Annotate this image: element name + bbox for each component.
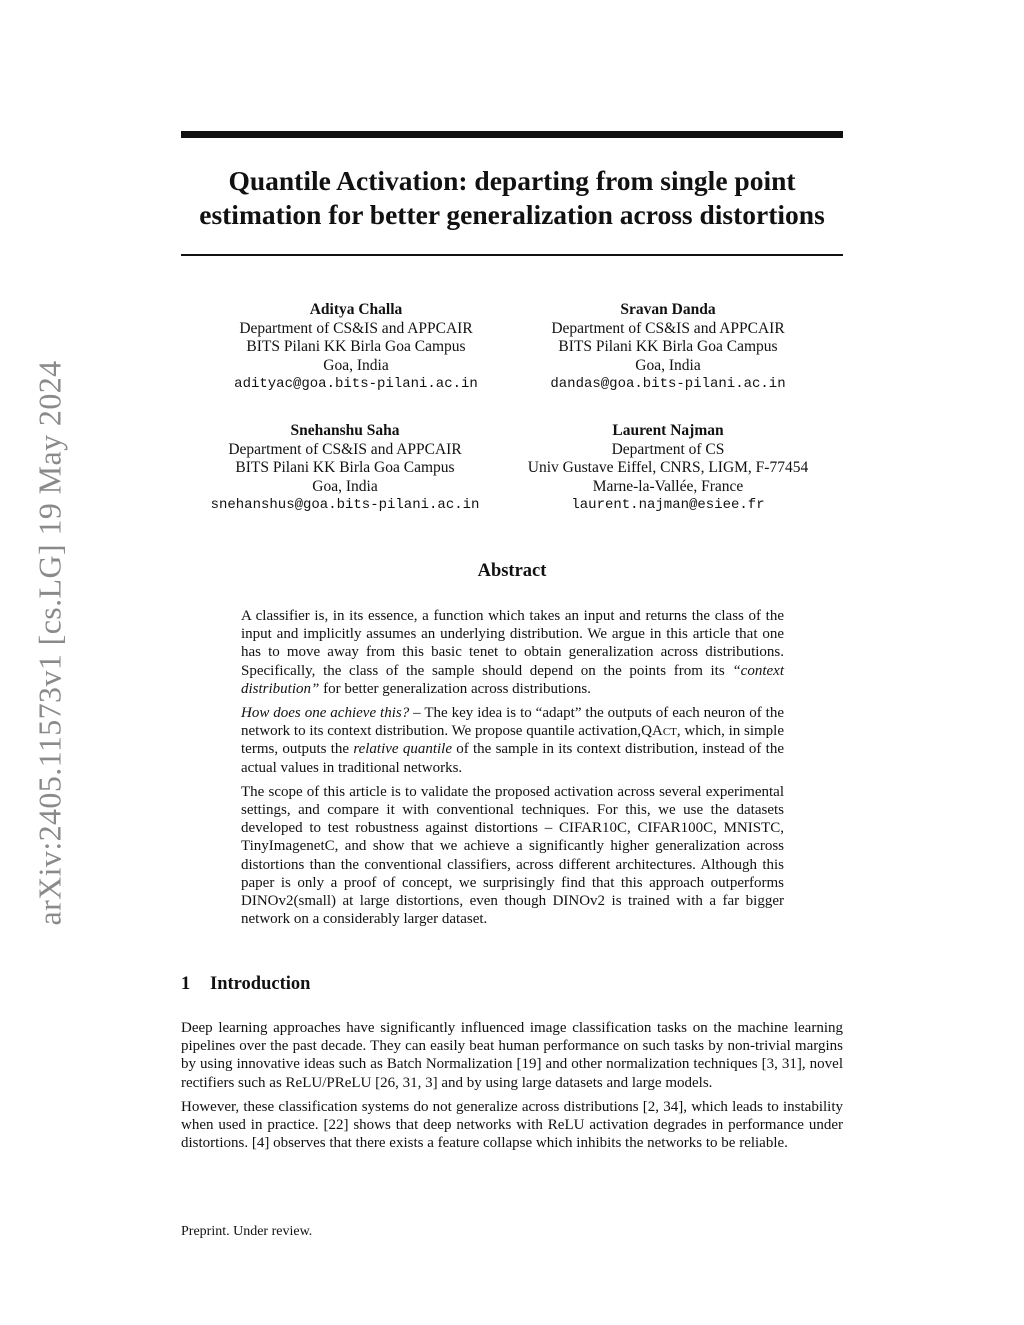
title-rule-top [181,131,843,138]
emphasis: “context distribution” [241,662,784,697]
author-dept: Department of CS&IS and APPCAIR [228,440,462,458]
abstract-body [241,607,784,934]
arxiv-stamp: arXiv:2405.11573v1 [cs.LG] 19 May 2024 [31,360,68,926]
author-name: Laurent Najman [612,422,724,439]
author-email: adityac@goa.bits-pilani.ac.in [234,376,478,392]
author-dept: Department of CS&IS and APPCAIR [551,319,785,337]
body-paragraph: However, these classification systems do not generalize across distributions [2, 34], which leads to instability when used in practice. [22] shows that deep networks with ReLU activation degrades in performance under distortions. [4] observes that there exists a feature collapse which inhibits the networks to be reliable. [181,1098,843,1152]
abstract-paragraph [241,704,784,777]
introduction-body [181,1019,843,1158]
abstract-paragraph [241,607,784,698]
author-block [196,301,516,394]
author-location: Marne-la-Vallée, France [592,477,744,495]
author-inst: BITS Pilani KK Birla Goa Campus [235,459,455,476]
text-run: of the sample in its context distribution, instead of the actual values in traditional networks. [241,741,785,776]
author-inst: BITS Pilani KK Birla Goa Campus [558,338,778,355]
author-location: Goa, India [312,477,378,495]
text-run: A classifier is, in its essence, a function which takes an input and returns the class of the input and implicitly assumes an underlying distribution. We argue in this article that one has to move away from this basic tenet to obtain generalization across distributions. Specifically, the class of the sample should depend on the points from its [241,608,784,679]
text-run: for better generalization across distributions. [319,680,591,697]
author-inst: BITS Pilani KK Birla Goa Campus [246,338,466,355]
author-email: laurent.najman@esiee.fr [571,497,765,513]
abstract-heading: Abstract [477,561,547,581]
author-name: Snehanshu Saha [290,422,400,439]
author-block [508,301,828,394]
title-rule-bottom [181,254,843,256]
section-title: Introduction [210,974,311,994]
body-paragraph: Deep learning approaches have significantly influenced image classification tasks on the machine learning pipelines over the past decade. They can easily beat human performance on such tasks by non-trivial margins by using innovative ideas such as Batch Normalization [19] and other normalization techniques [3, 31], novel rectifiers such as ReLU/PReLU [26, 31, 3] and by using large datasets and large models. [181,1020,843,1091]
footer-note: Preprint. Under review. [181,1224,313,1239]
author-dept: Department of CS&IS and APPCAIR [239,319,473,337]
author-dept: Department of CS [611,440,725,458]
author-inst: Univ Gustave Eiffel, CNRS, LIGM, F-77454 [527,459,809,476]
author-location: Goa, India [635,356,701,374]
method-name: QAct [641,723,677,740]
author-name: Aditya Challa [309,301,403,318]
author-email: dandas@goa.bits-pilani.ac.in [550,376,786,392]
section-number: 1 [181,974,191,994]
author-name: Sravan Danda [620,301,716,318]
author-email: snehanshus@goa.bits-pilani.ac.in [210,497,480,513]
abstract-paragraph: The scope of this article is to validate the proposed activation across several experimental settings, and compare it with conventional techniques. For this, we use the datasets developed to test robustness against distortions – CIFAR10C, CIFAR100C, MNISTC, TinyImagenetC, and show that we achieve a significantly higher generalization across distortions than the conventional classifiers, across different architectures. Although this paper is only a proof of concept, we surprisingly find that this approach outperforms DINOv2(small) at large distortions, even though DINOv2 is trained with a far bigger network on a considerably larger dataset. [241,783,784,928]
title-line-1: Quantile Activation: departing from single point [228,165,796,196]
emphasis: relative quantile [353,741,452,758]
author-block [185,422,505,515]
section-heading [181,974,310,995]
text-run: , which, in simple terms, outputs the [241,723,785,758]
title-line-2: estimation for better generalization across distortions [199,199,825,230]
author-block [508,422,828,515]
emphasis: How does one achieve this? [241,705,410,722]
text-run: – The key idea is to “adapt” the outputs of each neuron of the network to its context distribution. We propose quantile activation, [241,705,784,740]
author-location: Goa, India [323,356,389,374]
paper-title [150,164,874,232]
